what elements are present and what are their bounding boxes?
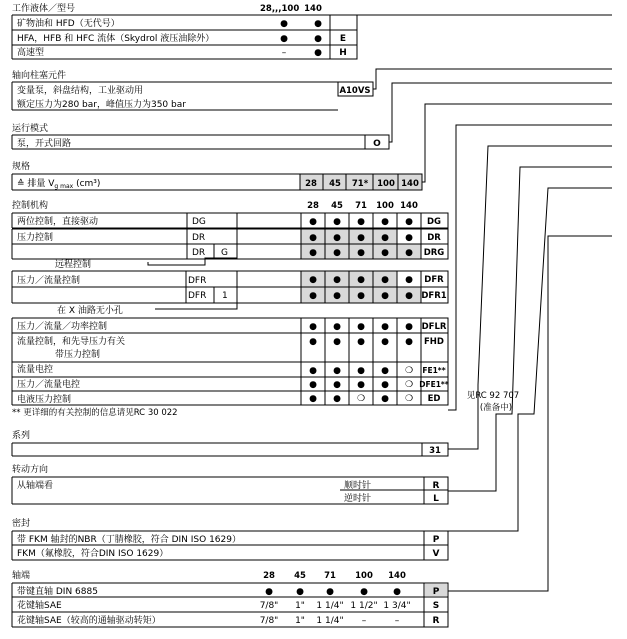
s9-row-1: 带键直轴 DIN 6885 [17,587,98,597]
ctrl-mark: ● [405,275,413,285]
s9-size: 28 [263,571,275,581]
ctrl-mark: ● [309,380,317,390]
shaft-value: 1 1/2" [350,601,378,611]
s1-row-2-label: HFA，HFB 和 HFC 流体（Skydrol 液压油除外） [17,34,215,44]
ctrl-mark: ● [309,233,317,243]
ctrl-sub2: 1 [222,291,228,301]
ctrl-sub: DG [192,217,206,227]
shaft-value: ● [296,587,304,597]
s1-row-3-label: 高速型 [17,48,45,58]
shaft-value: 1 1/4" [316,616,344,626]
ctrl-mark: ● [357,217,365,227]
ctrl-mark: ● [309,217,317,227]
s9-size: 45 [294,571,306,581]
ctrl-mark: ● [333,233,341,243]
ctrl-mark: ● [309,337,317,347]
s4-size: 140 [401,179,419,189]
s8-row-1: 带 FKM 轴封的NBR（丁腈橡胶，符合 DIN ISO 1629） [17,535,241,545]
s7-title: 转动方向 [12,465,49,475]
s1-col-2: 140 [304,4,322,14]
pilot-note: 带压力控制 [55,350,101,360]
ctrl-mark: ● [309,275,317,285]
ctrl-label: 电液压力控制 [17,395,72,405]
ctrl-mark: ● [357,322,365,332]
ctrl-mark: ● [405,217,413,227]
ctrl-mark: ● [309,366,317,376]
s6-title: 系列 [12,431,31,441]
ctrl-mark: ● [405,322,413,332]
s1-mark: – [281,48,287,58]
ctrl-mark: ● [405,248,413,258]
ctrl-label: 流量电控 [17,365,54,375]
s7-ccw-label: 逆时针 [344,494,372,504]
s2-line-1: 变量泵，斜盘结构，工业驱动用 [17,86,144,96]
s7-code-l: L [433,494,439,504]
s5-size: 28 [307,201,319,211]
remote-control-note: 远程控制 [55,260,92,270]
ctrl-code: FE1** [422,366,446,375]
ctrl-mark: ● [333,394,341,404]
s2-line-2: 额定压力为280 bar，峰值压力为350 bar [17,100,186,110]
s6-code: 31 [429,446,441,456]
s1-col-1: 28,,,100 [260,4,300,14]
s1-title: 工作液体／型号 [12,4,76,14]
s8-code-v: V [432,549,440,559]
ctrl-mark: ● [357,233,365,243]
reference-rc: 见RC 92 707 [466,391,520,401]
ctrl-code: DFLR [421,322,447,332]
s5-size: 140 [400,201,418,211]
ctrl-sub: DR [192,233,206,243]
ctrl-code: FHD [424,337,444,347]
s4-label: ≙ 排量 $V_{g max}$ (cm³) [17,179,101,190]
ctrl-mark: ❍ [404,394,414,404]
ctrl-label: 压力控制 [17,233,54,243]
shaft-value: – [394,616,400,626]
ctrl-mark: ● [309,291,317,301]
shaft-value: – [361,616,367,626]
control-footnote: ** 更详细的有关控制的信息请见RC 30 022 [12,408,178,418]
ctrl-sub: DR [192,248,206,258]
s1-mark: ● [314,48,322,58]
shaft-value: 1" [295,601,305,611]
shaft-value: 1 3/4" [383,601,411,611]
s9-size: 140 [388,571,406,581]
ctrl-code: DR [427,233,441,243]
ctrl-mark: ● [333,366,341,376]
ctrl-mark: ● [309,322,317,332]
s4-size: 100 [377,179,395,189]
ctrl-mark: ● [381,337,389,347]
reference-status: (准备中) [479,403,513,413]
s8-code-p: P [432,535,440,545]
s9-size: 100 [355,571,373,581]
s9-code-r: R [432,616,440,626]
ctrl-label: 压力／流量电控 [17,380,81,390]
ctrl-mark: ❍ [356,394,366,404]
s1-code-e: E [339,34,347,44]
s3-code: O [373,139,381,149]
ctrl-label: 压力／流量控制 [17,276,81,286]
ctrl-sub2: G [221,248,228,258]
s4-size: 28 [305,179,317,189]
shaft-value: ● [265,587,273,597]
ctrl-label: 压力／流量／功率控制 [17,322,108,332]
s5-size: 71 [355,201,367,211]
shaft-value: ● [360,587,368,597]
ctrl-mark: ● [333,322,341,332]
ctrl-mark: ● [381,380,389,390]
ctrl-sub: DFR [188,291,207,301]
s1-code-h: H [339,48,347,58]
s8-title: 密封 [12,519,31,529]
s9-title: 轴端 [12,571,31,581]
s4-title: 规格 [12,162,31,172]
ctrl-label: 两位控制，直接驱动 [17,217,99,227]
shaft-value: ● [393,587,401,597]
ctrl-mark: ● [309,248,317,258]
s1-row-1-label: 矿物油和 HFD（无代号） [17,19,120,29]
ctrl-mark: ● [333,217,341,227]
s7-cw-label: 顺时针 [344,481,372,491]
s9-code-s: S [432,601,440,611]
s2-code: A10VS [339,86,371,96]
s5-title: 控制机构 [12,201,49,211]
ctrl-mark: ● [357,248,365,258]
ctrl-mark: ● [381,291,389,301]
ctrl-mark: ● [333,248,341,258]
orifice-note: 在 X 油路无小孔 [57,306,123,316]
ctrl-mark: ❍ [404,380,414,390]
shaft-value: 1 1/4" [316,601,344,611]
s9-code-p: P [432,587,440,597]
shaft-value: 1" [295,616,305,626]
ctrl-mark: ● [357,337,365,347]
shaft-value: 7/8" [259,601,279,611]
s2-title: 轴向柱塞元件 [12,71,67,81]
ctrl-code: DRG [423,248,445,258]
ctrl-mark: ● [381,366,389,376]
ctrl-mark: ● [357,366,365,376]
ctrl-mark: ● [333,380,341,390]
shaft-value: 7/8" [259,616,279,626]
s1-mark: ● [314,19,322,29]
ctrl-code: DFR [424,275,444,285]
ctrl-mark: ● [381,394,389,404]
ctrl-code: DFE1** [419,380,449,389]
s9-row-2: 花键轴SAE [17,601,62,611]
s3-title: 运行模式 [12,124,49,134]
s4-size: 45 [329,179,341,189]
s5-size: 45 [331,201,343,211]
shaft-value: ● [326,587,334,597]
ctrl-code: ED [427,394,441,404]
ctrl-mark: ● [405,233,413,243]
ctrl-mark: ● [333,337,341,347]
s1-mark: ● [280,19,288,29]
shaft-values [260,587,411,626]
ctrl-mark: ● [381,217,389,227]
s3-label: 泵，开式回路 [17,139,72,149]
ctrl-code: DFR1 [421,291,447,301]
s9-size: 71 [324,571,336,581]
s1-mark: ● [314,34,322,44]
ctrl-mark: ● [381,275,389,285]
ctrl-mark: ● [405,291,413,301]
s1-mark: ● [280,34,288,44]
ctrl-mark: ● [357,380,365,390]
s5-size: 100 [376,201,394,211]
ctrl-mark: ● [381,233,389,243]
s4-size: 71* [351,179,369,189]
s7-code-r: R [432,481,440,491]
s7-label: 从轴端看 [17,481,54,491]
ctrl-mark: ● [405,337,413,347]
ctrl-mark: ● [333,275,341,285]
ctrl-label: 流量控制，和先导压力有关 [17,337,126,347]
ctrl-sub: DFR [188,276,207,286]
s9-row-3: 花键轴SAE（较高的通轴驱动转矩） [17,616,161,626]
ctrl-mark: ❍ [404,366,414,376]
s8-row-2: FKM（氟橡胶，符合DIN ISO 1629） [17,549,169,559]
ctrl-mark: ● [381,248,389,258]
ctrl-mark: ● [357,291,365,301]
ctrl-mark: ● [381,322,389,332]
ctrl-mark: ● [309,394,317,404]
ctrl-code: DG [426,217,442,227]
ctrl-mark: ● [333,291,341,301]
ctrl-mark: ● [357,275,365,285]
